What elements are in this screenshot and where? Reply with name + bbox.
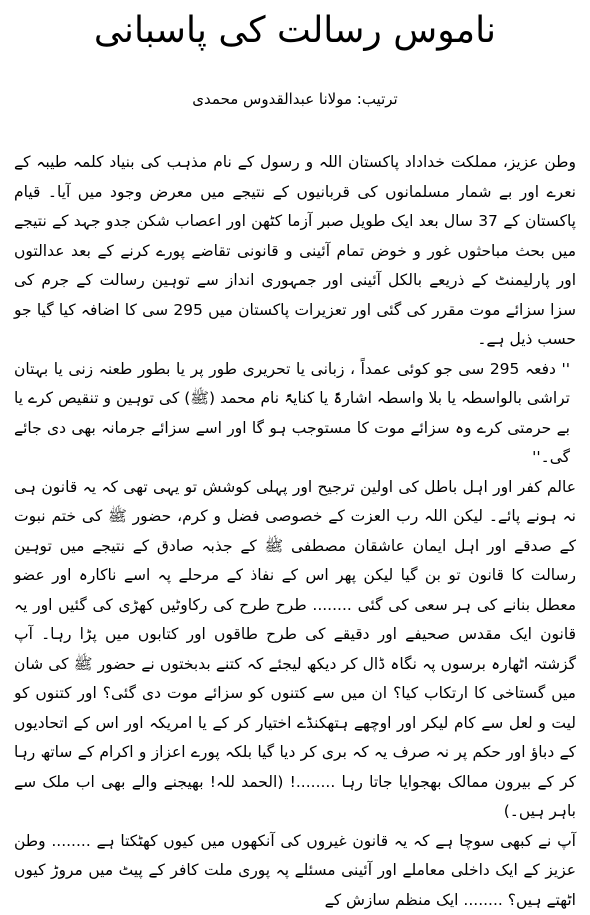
paragraph-intro: وطن عزیز، مملکت خداداد پاکستان اللہ و رسول کے نام مذہب کی بنیاد کلمہ طیبہ کے نعرے اور بے شمار مسلمانوں کی قربانیوں کے نتیجے میں معرض وجود میں آیا۔ قیام پاکستان کے 37 سال بعد ایک طویل صبر آزما کٹھن اور اعصاب شکن جدو جہد کے نتیجے میں بحث مباحثوں غور و خوض تمام آئینی و قانونی تقاضے پورے کرنے کے بعد عدالتوں اور پارلیمنٹ کے ذریعے بالکل آئینی اور جمہوری انداز سے توہین رسالت کے جرم کی سزا سزائے موت مقرر کی گئی اور تعزیرات پاکستان میں 295 سی کا اضافہ کیا گیا جو حسب ذیل ہے۔: [14, 148, 576, 355]
paragraph-history: عالم کفر اور اہل باطل کی اولین ترجیح اور پہلی کوشش تو یہی تھی کہ یہ قانون ہی نہ ہونے پائے۔ لیکن اللہ رب العزت کے خصوصی فضل و کرم، حضور ﷺ کی ختم نبوت کے صدقے اور اہل ایمان عاشقان مصطفی ﷺ کے جذبہ صادق کے نتیجے میں توہین رسالت کا قانون تو بن گیا لیکن پھر اس کے نفاذ کے مرحلے پہ اسے ناکارہ اور عضو معطل بنانے کی ہر سعی کی گئی ........ طرح طرح کی رکاوٹیں کھڑی کی گئیں اور یہ قانون ایک مقدس صحیفے اور دقیقے کی طرح طاقوں اور کتابوں میں پڑا رہا۔ آپ گزشتہ اٹھارہ برسوں پہ نگاہ ڈال کر دیکھ لیجئے کہ کتنے بدبختوں نے حضور ﷺ کی شان میں گستاخی کا ارتکاب کیا؟ ان میں سے کتنوں کو سزائے موت دی گئی؟ اور کتنوں کو لیت و لعل سے کام لیکر اور اوچھے ہتھکنڈے اختیار کر کے یا امریکہ اور اس کے اتحادیوں کے دباؤ اور حکم پر نہ صرف یہ کہ بری کر دیا گیا بلکہ پورے اعزاز و اکرام کے ساتھ رہا کر کے بیرون ممالک بھجوایا جاتا رہا ........! (الحمد للہ! بھیجنے والے بھی اب ملک سے باہر ہیں۔): [14, 473, 576, 827]
article-body: [14, 148, 576, 915]
article-title: ناموس رسالت کی پاسبانی: [0, 6, 590, 56]
paragraph-law-quote: '' دفعہ 295 سی جو کوئی عمداً ، زبانی یا تحریری طور پر یا بطور طعنہ زنی یا بہتان تراشی بالواسطہ یا بلا واسطہ اشارۃً یا کنایۃً نام محمد (ﷺ) کی توہین و تنقیص کرے یا بے حرمتی کرے وہ سزائے موت کا مستوجب ہو گا اور اسے سزائے جرمانہ بھی دی جائے گی۔'': [14, 355, 576, 473]
paragraph-question: آپ نے کبھی سوچا ہے کہ یہ قانون غیروں کی آنکھوں میں کیوں کھٹکتا ہے ........ وطن عزیز کے ایک داخلی معاملے اور آئینی مسئلے پہ پوری ملت کافر کے پیٹ میں مروڑ کیوں اٹھتے ہیں؟ ........ ایک منظم سازش کے: [14, 827, 576, 915]
article-byline: ترتیب: مولانا عبدالقدوس محمدی: [0, 90, 590, 108]
